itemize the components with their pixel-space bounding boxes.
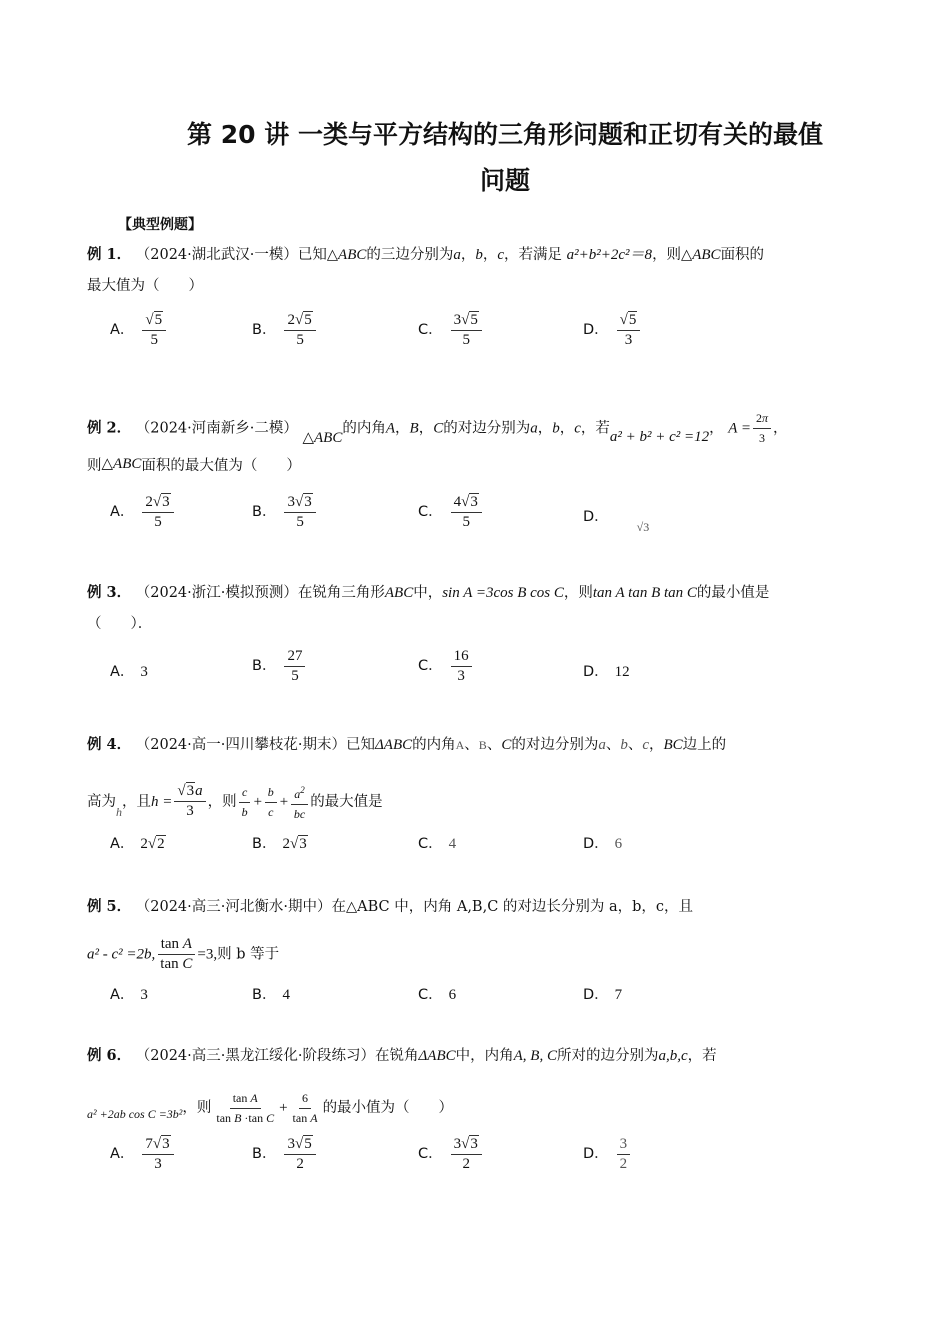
- option-a[interactable]: A． 3: [110, 987, 148, 1003]
- option-value: $\frac{3√3}{2}$: [449, 1146, 484, 1162]
- equation: a² +2ab cos C =3b²: [87, 1106, 183, 1121]
- option-value: 4: [282, 987, 290, 1003]
- page-title: [100, 112, 910, 204]
- option-d[interactable]: D． $\frac{3}{2}$: [583, 1136, 632, 1173]
- example-5-stem: 例 5． （2024·高三·河北衡水·期中）在△ABC 中，内角 A,B,C 的对边长分别为 a，b，c，且: [87, 898, 694, 915]
- example-source: （2024·河南新乡·二模）: [135, 420, 298, 437]
- option-b[interactable]: B． $\frac{2√5}{5}$: [252, 312, 318, 349]
- option-value: $\frac{2√5}{5}$: [282, 322, 317, 338]
- option-value: 12: [614, 664, 630, 680]
- option-d[interactable]: D． 6: [583, 836, 623, 852]
- option-c[interactable]: C． 6: [418, 987, 457, 1003]
- expression: $\frac{c}{b}$ + $\frac{b}{c}$ + $\frac{a^2}{bc}$: [237, 794, 311, 810]
- option-value: 2√3: [282, 836, 307, 852]
- expression: tan A tan B tan C: [592, 585, 697, 601]
- option-value: √3: [636, 520, 650, 534]
- option-value: 4: [448, 836, 457, 852]
- option-b[interactable]: B． $\frac{3√3}{5}$: [252, 494, 318, 531]
- angle-fraction: $\frac{2\pi}{3}$: [751, 421, 773, 437]
- example-source: （2024·高三·河北衡水·期中）: [135, 899, 332, 915]
- option-value: $\frac{27}{5}$: [282, 658, 307, 674]
- option-value: $\frac{16}{3}$: [449, 658, 474, 674]
- example-3-line-2: （ ）．: [87, 616, 153, 632]
- option-value: $\frac{√5}{3}$: [615, 322, 643, 338]
- example-number: 例 6．: [87, 1047, 132, 1064]
- option-c[interactable]: C． $\frac{3√3}{2}$: [418, 1136, 484, 1173]
- option-value: $\frac{4√3}{5}$: [449, 504, 484, 520]
- example-number: 例 5．: [87, 898, 132, 915]
- option-d[interactable]: D． $\frac{√5}{3}$: [583, 312, 642, 349]
- option-c[interactable]: C． $\frac{4√3}{5}$: [418, 494, 484, 531]
- section-label: 【典型例题】: [118, 217, 202, 233]
- option-c[interactable]: C． 4: [418, 836, 457, 852]
- expression: $\frac{\text{tan A}}{\text{tan B ·tan C}}$ + $\frac{6}{\text{tan A}}$: [216, 1091, 318, 1125]
- example-number: 例 1．: [87, 246, 132, 263]
- option-b[interactable]: B． 2√3: [252, 836, 307, 852]
- equation: a² - c² =2b,: [87, 946, 156, 963]
- equation: sin A =3cos B cos C: [442, 585, 564, 601]
- example-1-line-2: 最大值为（ ）: [87, 278, 203, 294]
- option-value: $\frac{3√3}{5}$: [282, 504, 317, 520]
- option-value: $\frac{7√3}{3}$: [140, 1146, 175, 1162]
- option-a[interactable]: A． $\frac{√5}{5}$: [110, 312, 168, 349]
- option-value: $\frac{√5}{5}$: [140, 322, 168, 338]
- example-source: （2024·高三·黑龙江绥化·阶段练习）: [135, 1048, 375, 1064]
- option-d[interactable]: D． 7: [583, 987, 623, 1003]
- option-value: 6: [448, 987, 457, 1003]
- option-value: 3: [140, 664, 148, 680]
- title-line-1: 第 20 讲 一类与平方结构的三角形问题和正切有关的最值: [187, 120, 823, 149]
- option-a[interactable]: A． $\frac{7√3}{3}$: [110, 1136, 176, 1173]
- option-value: $\frac{3}{2}$: [615, 1146, 633, 1162]
- example-2-stem: 例 2． （2024·河南新乡·二模） △ABC的内角A，B，C的对边分别为a，b，c，若a² + b² + c² =12， A = $\frac{2\pi}{3}$ ，: [87, 411, 788, 446]
- option-c[interactable]: C． $\frac{16}{3}$: [418, 648, 474, 685]
- option-d[interactable]: D． 12: [583, 664, 630, 680]
- tan-ratio: $\frac{\text{tan A}}{\text{tan C}}$: [155, 947, 197, 963]
- option-b[interactable]: B． 4: [252, 987, 290, 1003]
- equation: a²+b²+2c²＝8: [566, 247, 653, 263]
- example-6-line-2: $_{a^2 +2ab cos C =3b^2}$，则 $\frac{\text{tan A}}{\text{tan B ·tan C}}$ + $\frac{6}{\text{tan A}}$ 的最小值为（ ）: [87, 1091, 454, 1125]
- example-4-line-2: 高为$_h$，且h = $\frac{√3a}{3}$ ，则 $\frac{c}{b}$ + $\frac{b}{c}$ + $\frac{a^2}{bc}$ 的最大值是: [87, 783, 383, 821]
- option-value: 3: [140, 987, 148, 1003]
- option-b[interactable]: B． $\frac{27}{5}$: [252, 648, 307, 685]
- option-value: 6: [614, 836, 623, 852]
- option-value: $\frac{2√3}{5}$: [140, 504, 175, 520]
- option-d[interactable]: D．$_{√3}$: [583, 509, 650, 534]
- option-b[interactable]: B． $\frac{3√5}{2}$: [252, 1136, 318, 1173]
- example-number: 例 2．: [87, 419, 132, 437]
- example-source: （2024·浙江·模拟预测）: [135, 585, 298, 601]
- option-a[interactable]: A． $\frac{2√3}{5}$: [110, 494, 176, 531]
- example-number: 例 4．: [87, 736, 132, 753]
- example-5-line-2: a² - c² =2b, $\frac{\text{tan A}}{\text{tan C}}$ =3,则 b 等于: [87, 936, 280, 972]
- example-6-stem: 例 6． （2024·高三·黑龙江绥化·阶段练习）在锐角ΔABC中，内角A, B, C所对的边分别为a,b,c，若: [87, 1047, 717, 1064]
- example-3-stem: 例 3． （2024·浙江·模拟预测）在锐角三角形ABC中，sin A =3cos B cos C，则tan A tan B tan C的最小值是: [87, 584, 770, 601]
- equation: a² + b² + c² =12: [609, 428, 710, 445]
- example-source: （2024·湖北武汉·一模）: [135, 247, 298, 263]
- option-a[interactable]: A． 2√2: [110, 836, 165, 852]
- example-4-stem: 例 4． （2024·高一·四川攀枝花·期末）已知ΔABC的内角A、B、C的对边分别为a、b、c，BC边上的: [87, 736, 727, 753]
- example-1-stem: 例 1． （2024·湖北武汉·一模）已知△ABC的三边分别为a，b，c，若满足 a²+b²+2c²＝8，则△ABC面积的: [87, 246, 765, 263]
- option-value: 2√2: [140, 836, 165, 852]
- option-a[interactable]: A． 3: [110, 664, 148, 680]
- option-value: $\frac{3√5}{5}$: [449, 322, 484, 338]
- title-line-2: 问题: [479, 166, 530, 195]
- example-2-line-2: 则△ABC面积的最大值为（ ）: [87, 456, 301, 474]
- example-source: （2024·高一·四川攀枝花·期末）: [135, 737, 346, 753]
- option-value: 7: [614, 987, 623, 1003]
- option-c[interactable]: C． $\frac{3√5}{5}$: [418, 312, 484, 349]
- option-value: $\frac{3√5}{2}$: [282, 1146, 317, 1162]
- example-number: 例 3．: [87, 584, 132, 601]
- height-fraction: $\frac{√3a}{3}$: [172, 794, 207, 810]
